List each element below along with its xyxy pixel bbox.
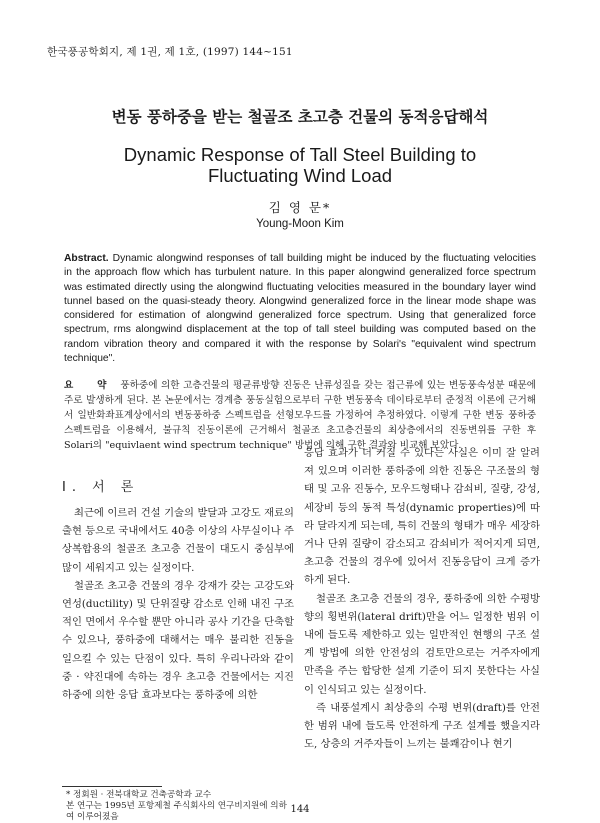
footnote-divider xyxy=(62,786,162,787)
author-korean: 김 영 문* xyxy=(268,200,332,215)
section-heading-introduction: I. 서 론 xyxy=(62,480,140,495)
footnote-line: * 정회원 · 전북대학교 건축공학과 교수 xyxy=(66,790,212,800)
journal-reference: 한국풍공학회지, 제 1권, 제 1호, (1997) 144~151 xyxy=(47,46,293,58)
paragraph: 최근에 이르러 건설 기술의 발달과 고강도 재료의 출현 등으로 국내에서도 40층 이상의 사무실이나 주상복합용의 철골조 초고층 건물이 대도시 중심부에 많이 세워지고 있는 실정이다. xyxy=(62,507,294,574)
page-number: 144 xyxy=(290,804,310,815)
author-english: Young-Moon Kim xyxy=(256,218,344,230)
title-korean: 변동 풍하중을 받는 철골조 초고층 건물의 동적응답해석 xyxy=(111,108,489,126)
paragraph: 철골조 초고층 건물의 경우, 풍하중에 의한 수평방향의 횡변위(lateral drift)만을 어느 일정한 범위 이내에 들도록 제한하고 있는 일반적인 현행의 구조 설계 방법에 의한 안전성의 검토만으로는 거주자에게 만족을 주는 합당한 설계 기준이 되지 못한다는 사실이 인식되고 있는 실정이다. xyxy=(304,592,540,696)
paragraph: 철골조 초고층 건물의 경우 강재가 갖는 고강도와 연성(ductility) 및 단위질량 감소로 인해 내진 구조적인 면에서 우수할 뿐만 아니라 공사 기간을 단축할 수 있으나, 풍하중에 대해서는 매우 불리한 진동을 일으킬 수 있는 단점이 있다. 특히 우리나라와 같이 중 · 약진대에 속하는 경우 초고층 건물에서는 지진 하중에 의한 응답 효과보다는 풍하중에 의한 xyxy=(62,579,294,702)
abstract-text: Dynamic alongwind responses of tall building might be induced by the fluctuating velocities in the approach flow which has turbulent nature. In this paper alongwind generalized force spectrum was estimated directly using the alongwind fluctuating velocities measured in the boundary layer wind tunnel based on the quasi-steady theory. Alongwind generalized force in the linear mode shape was considered for estimation of alongwind generalized force spectrum. Using that generalized force spectrum, rms alongwind displacement at the top of tall steel building was computed based on the random vibration theory and compared it with the response by Solari's "equivalent wind spectrum technique". xyxy=(64,253,536,365)
paragraph: 응답 효과가 더 커질 수 있다는 사실은 이미 잘 알려져 있으며 이러한 풍하중에 의한 진동은 구조물의 형태 및 고유 진동수, 모우드형태나 감쇠비, 질량, 강성, 세장비 등의 동적 특성(dynamic properties)에 따라 달라지게 되는데, 특히 건물의 형태가 매우 세장하거나 단위 질량이 감소되고 감쇠비가 적어지게 되면, 초고층 건물의 경우에 있어서 진동응답이 크게 증가하게 된다. xyxy=(304,447,540,587)
paragraph: 즉 내풍설계시 최상층의 수평 변위(draft)를 안전한 범위 내에 들도록 안전하게 구조 설계를 했을지라도, 상층의 거주자들이 느끼는 불쾌감이나 현기 xyxy=(304,701,540,751)
korean-summary xyxy=(64,378,536,453)
right-column xyxy=(304,444,540,753)
summary-text: 풍하중에 의한 고층건물의 평균류방향 진동은 난류성질을 갖는 접근류에 있는 변동풍속성분 때문에 주로 발생하게 된다. 본 논문에서는 경계층 풍동실험으로부터 구한 변동풍속 데이타로부터 준정적 이론에 근거해서 일반화좌표계상에서의 변동풍하중 스펙트럼을 선형모우드를 가정하여 추정하였다. 이렇게 구한 변동 풍하중 스펙트럼을 이용해서, 불규칙 진동이론에 근거해서 철골조 초고층건물의 최상층에서의 진동변위를 구한 후 Solari의 "equivlaent wind spectrum technique" 방법에 의해 구한 결과와 비교해 보았다. xyxy=(64,380,536,451)
footnote-line: 본 연구는 1995년 포항제철 주식회사의 연구비지원에 의하여 이루어졌음 xyxy=(66,801,287,822)
left-column xyxy=(62,504,294,704)
title-english: Dynamic Response of Tall Steel Building to Fluctuating Wind Load xyxy=(123,144,477,186)
abstract xyxy=(64,252,536,366)
abstract-label: Abstract. xyxy=(64,253,109,264)
summary-label: 요 약 xyxy=(64,380,117,391)
